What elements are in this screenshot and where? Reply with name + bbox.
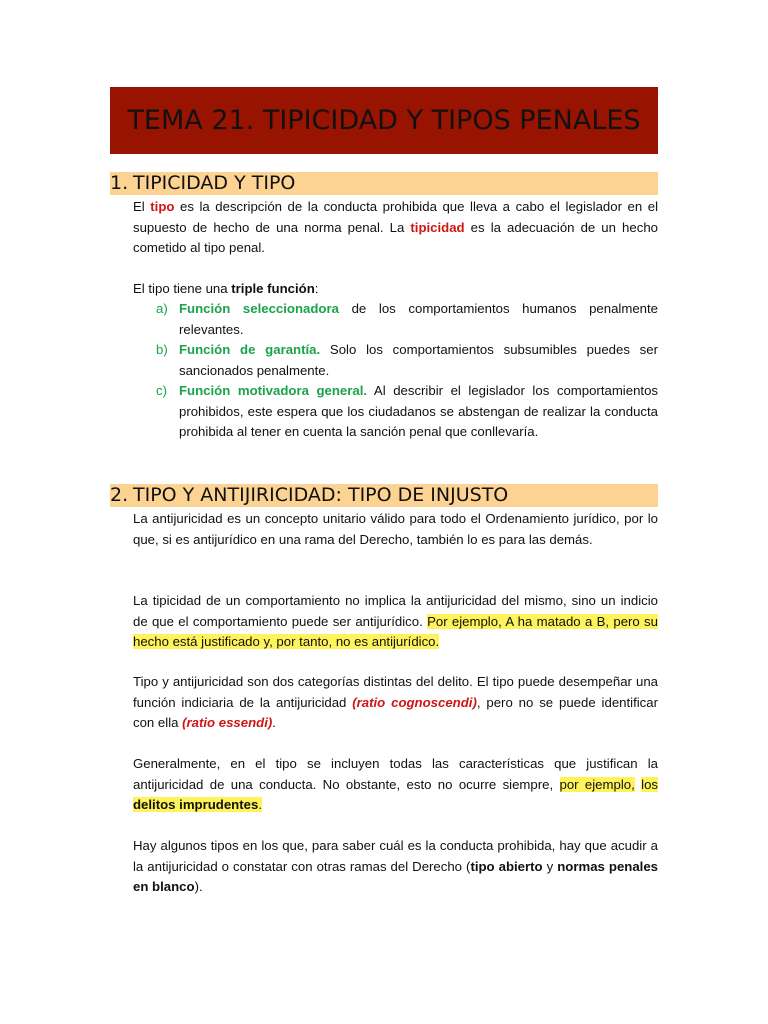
sec2-paragraph-1: La antijuricidad es un concepto unitario válido para todo el Ordenamiento jurídico, por lo que, si es antijurídico en una rama del Derecho, también lo es para las demás. [133,511,658,547]
text-run: El tipo tiene una [133,281,232,296]
term-ratio-essendi: (ratio essendi) [182,715,273,730]
highlighted-example: Por ejemplo, A ha matado a B, pero su hecho está justificado y, por tanto, no es antijurídico. [133,613,658,649]
list-item-text: de los comportamientos humanos penalmente relevantes. [179,301,658,337]
term-tipo-abierto: tipo abierto [470,858,543,874]
sec2-paragraph-3 [133,672,658,734]
term-tipo: tipo [150,199,175,214]
section-1-heading [110,172,658,195]
text-run: es la adecuación de un hecho cometido al tipo penal. [133,219,658,255]
text-run: : [314,281,319,296]
list-marker: b) [156,342,168,357]
term-tipicidad: tipicidad [410,219,465,235]
list-item [156,299,658,340]
list-item-label: Función seleccionadora [179,301,339,316]
highlighted-example: por ejemplo, [559,776,635,792]
term-triple-funcion: triple función [231,281,315,296]
section-2-heading [110,484,658,507]
document-title: TEMA 21. TIPICIDAD Y TIPOS PENALES [110,87,658,154]
term-delitos-imprudentes: delitos imprudentes [133,797,259,812]
text-run: . [258,797,262,812]
text-run: ). [194,879,203,894]
text-run: La tipicidad de un comportamiento no implica la antijuricidad del mismo, sino un indicio de que el comportamiento puede ser antijurídico. [133,593,658,629]
list-item-label: Función de garantía. [179,342,321,357]
text-run: , pero no se puede identificar con ella [133,694,658,730]
text-run: Generalmente, en el tipo se incluyen todas las características que justifican la antijuricidad de una conducta. No obstante, esto no ocurre siempre, [133,756,658,792]
text-run: es la descripción de la conducta prohibida que lleva a cabo el legislador en el supuesto de hecho de una norma penal. La [133,199,659,235]
list-item-label: Función motivadora general. [179,383,368,398]
text-run: Tipo y antijuricidad son dos categorías distintas del delito. El tipo puede desempeñar una función indiciaria de la antijuricidad [133,674,658,710]
term-normas-penales-en-blanco: normas penales en blanco [133,858,659,894]
sec1-paragraph-1 [133,197,658,259]
list-item [156,340,658,381]
list-marker: c) [156,383,167,398]
section-1-title: TIPICIDAD Y TIPO [133,172,296,194]
section-1-number: 1. [110,172,129,194]
section-2-number: 2. [110,484,129,506]
text-run: Hay algunos tipos en los que, para saber cuál es la conducta prohibida, hay que acudir a la antijuricidad o constatar con otras ramas del Derecho ( [133,838,658,874]
term-ratio-cognoscendi: (ratio cognoscendi) [352,694,477,710]
list-item [156,381,658,443]
list-item-text: Solo los comportamientos subsumibles puedes ser sancionados penalmente. [179,342,658,378]
text-run: y [542,858,558,874]
text-run: los [641,776,659,792]
sec1-paragraph-2 [133,279,658,300]
sec2-paragraph-5 [133,836,658,898]
text-run: . [272,715,276,730]
list-item-text: Al describir el legislador los comportamientos prohibidos, este espera que los ciudadanos se abstengan de realizar la conducta prohibida al tener en cuenta la sanción penal que conllevaría. [179,383,658,439]
section-2-title: TIPO Y ANTIJIRICIDAD: TIPO DE INJUSTO [133,484,509,506]
list-marker: a) [156,301,168,316]
text-run: El [133,199,151,214]
sec2-paragraph-2 [133,591,658,653]
sec2-paragraph-4 [133,754,658,816]
